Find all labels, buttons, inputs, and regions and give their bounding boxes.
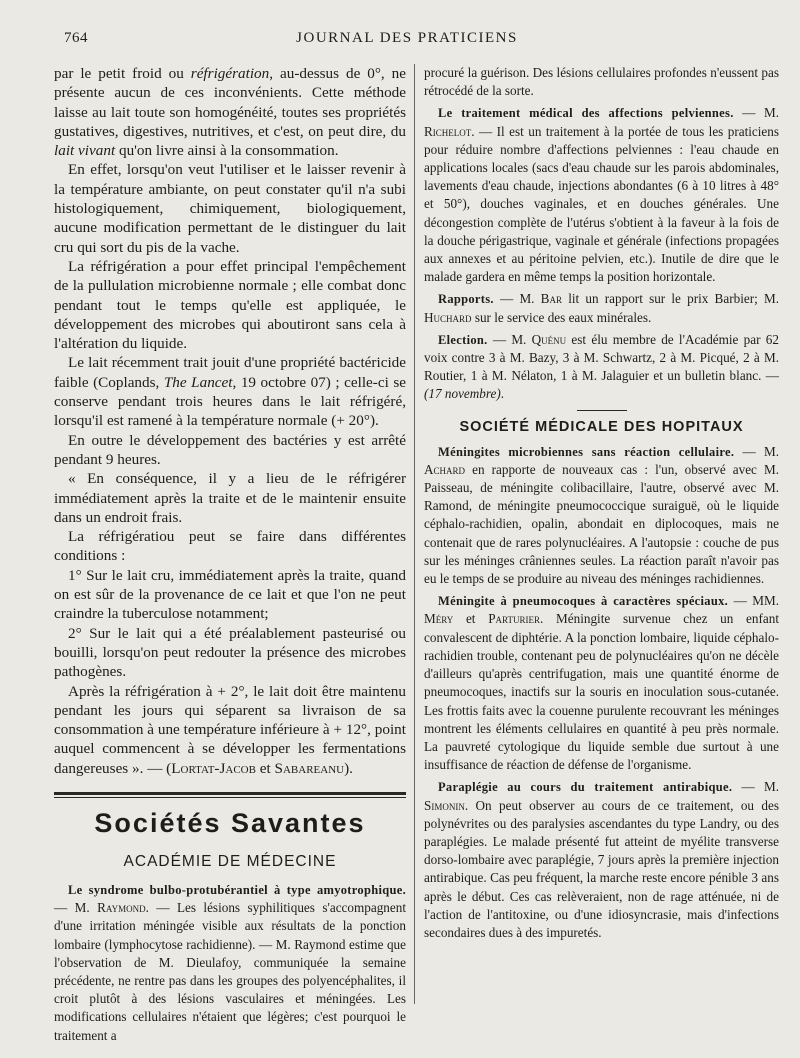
- paragraph-meningites: Méningites microbiennes sans réaction cellulaire. — M. Achard en rapporte de nouveaux cas : l'un, observé avec M. Paisseau, de méningite colibacillaire, l'autre, observé avec M. Ramond, de méningite pneumococcique suraiguë, où le liquide céphalo-rachidien, opalin, abondait en diplocoques, mais ne contenait que de rares polynucléaires. A l'autopsie : couche de pus sur les méninges crâniennes seules. La réaction paraît n'avoir pas eu le temps de se produire au niveau des méninges rachidiennes.: [424, 443, 779, 587]
- right-column: [424, 64, 779, 946]
- running-title: JOURNAL DES PRATICIENS: [296, 30, 518, 46]
- paragraph-consequence: « En conséquence, il y a lieu de le réfrigérer immédiatement après la traite et de le maintenir ensuite dans un endroit frais.: [54, 470, 406, 526]
- paragraph-conclusion: Après la réfrigération à + 2°, le lait doit être maintenu pendant les jours qui séparent sa livraison de sa consommation à une température inférieure à + 12°, point auquel commencent à se développer les fermentations dangereuses ». — (Lortat-Jacob et Sabareanu).: [54, 682, 406, 777]
- paragraph-condition-2: 2° Sur le lait qui a été préalablement pasteurisé ou bouilli, lorsqu'on peut redouter la présence des microbes pathogènes.: [54, 624, 406, 681]
- column-divider: [414, 64, 415, 1004]
- paragraph-rapports: Rapports. — M. Bar lit un rapport sur le prix Barbier; M. Huchard sur le service des eaux minérales.: [424, 291, 779, 325]
- paragraph-election: Election. — M. Quénu est élu membre de l'Académie par 62 voix contre 3 à M. Bazy, 3 à M. Schwartz, 2 à M. Picqué, 2 à M. Routier, 1 à M. Nélaton, 1 à M. Jalaguier et un bulletin blanc. — (17 novembre).: [424, 331, 779, 402]
- paragraph-effect: La réfrigération a pour effet principal l'empêchement de la pullulation microbienne normale ; elle combat donc pendant tout le temps qu'elle est appliquée, le développement des microbes qui aboutiront sans cela à l'altération du liquide.: [54, 257, 406, 353]
- paragraph-guerison: procuré la guérison. Des lésions cellulaires profondes n'eussent pas rétrocédé de la sorte.: [424, 65, 779, 99]
- section-rule: [54, 792, 406, 798]
- societes-savantes-title: Sociétés Savantes: [94, 807, 366, 838]
- paragraph-condition-1: 1° Sur le lait cru, immédiatement après la traite, quand on est sûr de la provenance de ce lait et que l'on ne peut craindre la tuberculose notamment;: [54, 566, 406, 623]
- paragraph-bacteria: En outre le développement des bactéries y est arrêté pendant 9 heures.: [54, 431, 406, 468]
- short-rule: [577, 410, 627, 411]
- paragraph-pneumocoques: Méningite à pneumocoques à caractères spéciaux. — MM. Méry et Parturier. Méningite survenue chez un enfant convalescent de diphtérie. A la ponction lombaire, liquide céphalo-rachidien trouble, contenant peu de polynucléaires qu'on ne décèle d'ailleurs qu'après centrifugation, mais une quantité énorme de pneumocoques, inactifs sur la souris en inoculation sous-cutanée. Les frottis faits avec la couenne purulente recouvrant les méninges montrent les éléments cellulaires en quantité à peu près normale. La pauvreté cytologique du liquide semble due surtout à une insuffisance de réaction de défense de l'organisme.: [424, 593, 779, 773]
- paragraph-raymond: Le syndrome bulbo-protubérantiel à type amyotrophique. — M. Raymond. — Les lésions syphilitiques s'accompagnent d'une irritation méningée visible aux résultats de la ponction lombaire (lymphocytose rachidienne). — M. Raymond estime que l'observation de M. Dieulafoy, communiquée la semaine précédente, ne rentre pas dans les groupes des polyencéphalites, il croit plutôt à des lésions vasculaires et méningées. Les modifications cellulaires n'étaient que légères; c'est pourquoi le traitement a: [54, 882, 406, 1043]
- page-number: 764: [64, 30, 88, 46]
- paragraph-bactericide: Le lait récemment trait jouit d'une propriété bactéricide faible (Coplands, The Lancet, 19 octobre 07) ; celle-ci se conserve pendant trois heures dans le lait réfrigéré, lorsqu'il est ramené à la température normale (+ 20°).: [54, 354, 406, 430]
- hopitaux-title: SOCIÉTÉ MÉDICALE DES HOPITAUX: [459, 418, 744, 435]
- left-column: [54, 64, 406, 1049]
- paragraph-temperature: En effet, lorsqu'on veut l'utiliser et le laisser revenir à la température ambiante, on peut constater qu'il n'a subi histologiquement, chimiquement, biologiquement, aucune modification permettant de le distinguer du lait cru qui sort du pis de la vache.: [54, 161, 406, 256]
- paragraph-refrigeration-intro: par le petit froid ou réfrigération, au-dessus de 0°, ne présente aucun de ces inconvénients. Cette méthode laisse au lait toute son homogénéité, toutes ses propriétés gustatives, digestives, nutritives, et c'est, on peut dire, du lait vivant qu'on livre ainsi à la consommation.: [54, 65, 407, 160]
- academie-title: ACADÉMIE DE MÉDECINE: [123, 852, 337, 870]
- paragraph-conditions: La réfrigératiou peut se faire dans différentes conditions :: [54, 528, 406, 565]
- page-header: [54, 30, 760, 52]
- paragraph-paraplegie: Paraplégie au cours du traitement antirabique. — M. Simonin. On peut observer au cours de ce traitement, ou des polynévrites ou des paralysies ascendantes du type Landry, ou des paraplégies. Le malade présenté fut atteint de myélite transverse dorso-lombaire avec paraplégie, 7 jours après la première injection antirabique. Cas peu fréquent, la marche reste encore pénible 3 ans après le début. Ces cas relèveraient, non de rage atténuée, ni de l'action de l'antitoxine, ou d'une idiosyncrasie, mais d'infections secondaires dues à des impuretés.: [424, 779, 779, 940]
- paragraph-pelviennes: Le traitement médical des affections pelviennes. — M. Richelot. — Il est un traitement à la portée de tous les praticiens pour réduire nombre d'affections pelviennes : l'eau chaude en applications locales (sacs d'eau chaude sur les parois abdominales, lavements d'eau chaude, injections abondantes (6 à 10 litres à 48° et 50°), douches vaginales, et en douches générales. Une décongestion complète de l'utérus s'obtient à la faveur à la fois de la douche périgastrique, vaginale et générale (infections propagées aux annexes et au péritoine pelvien, etc.). Inutile de dire que le malade gardera en même temps la position horizontale.: [424, 105, 779, 285]
